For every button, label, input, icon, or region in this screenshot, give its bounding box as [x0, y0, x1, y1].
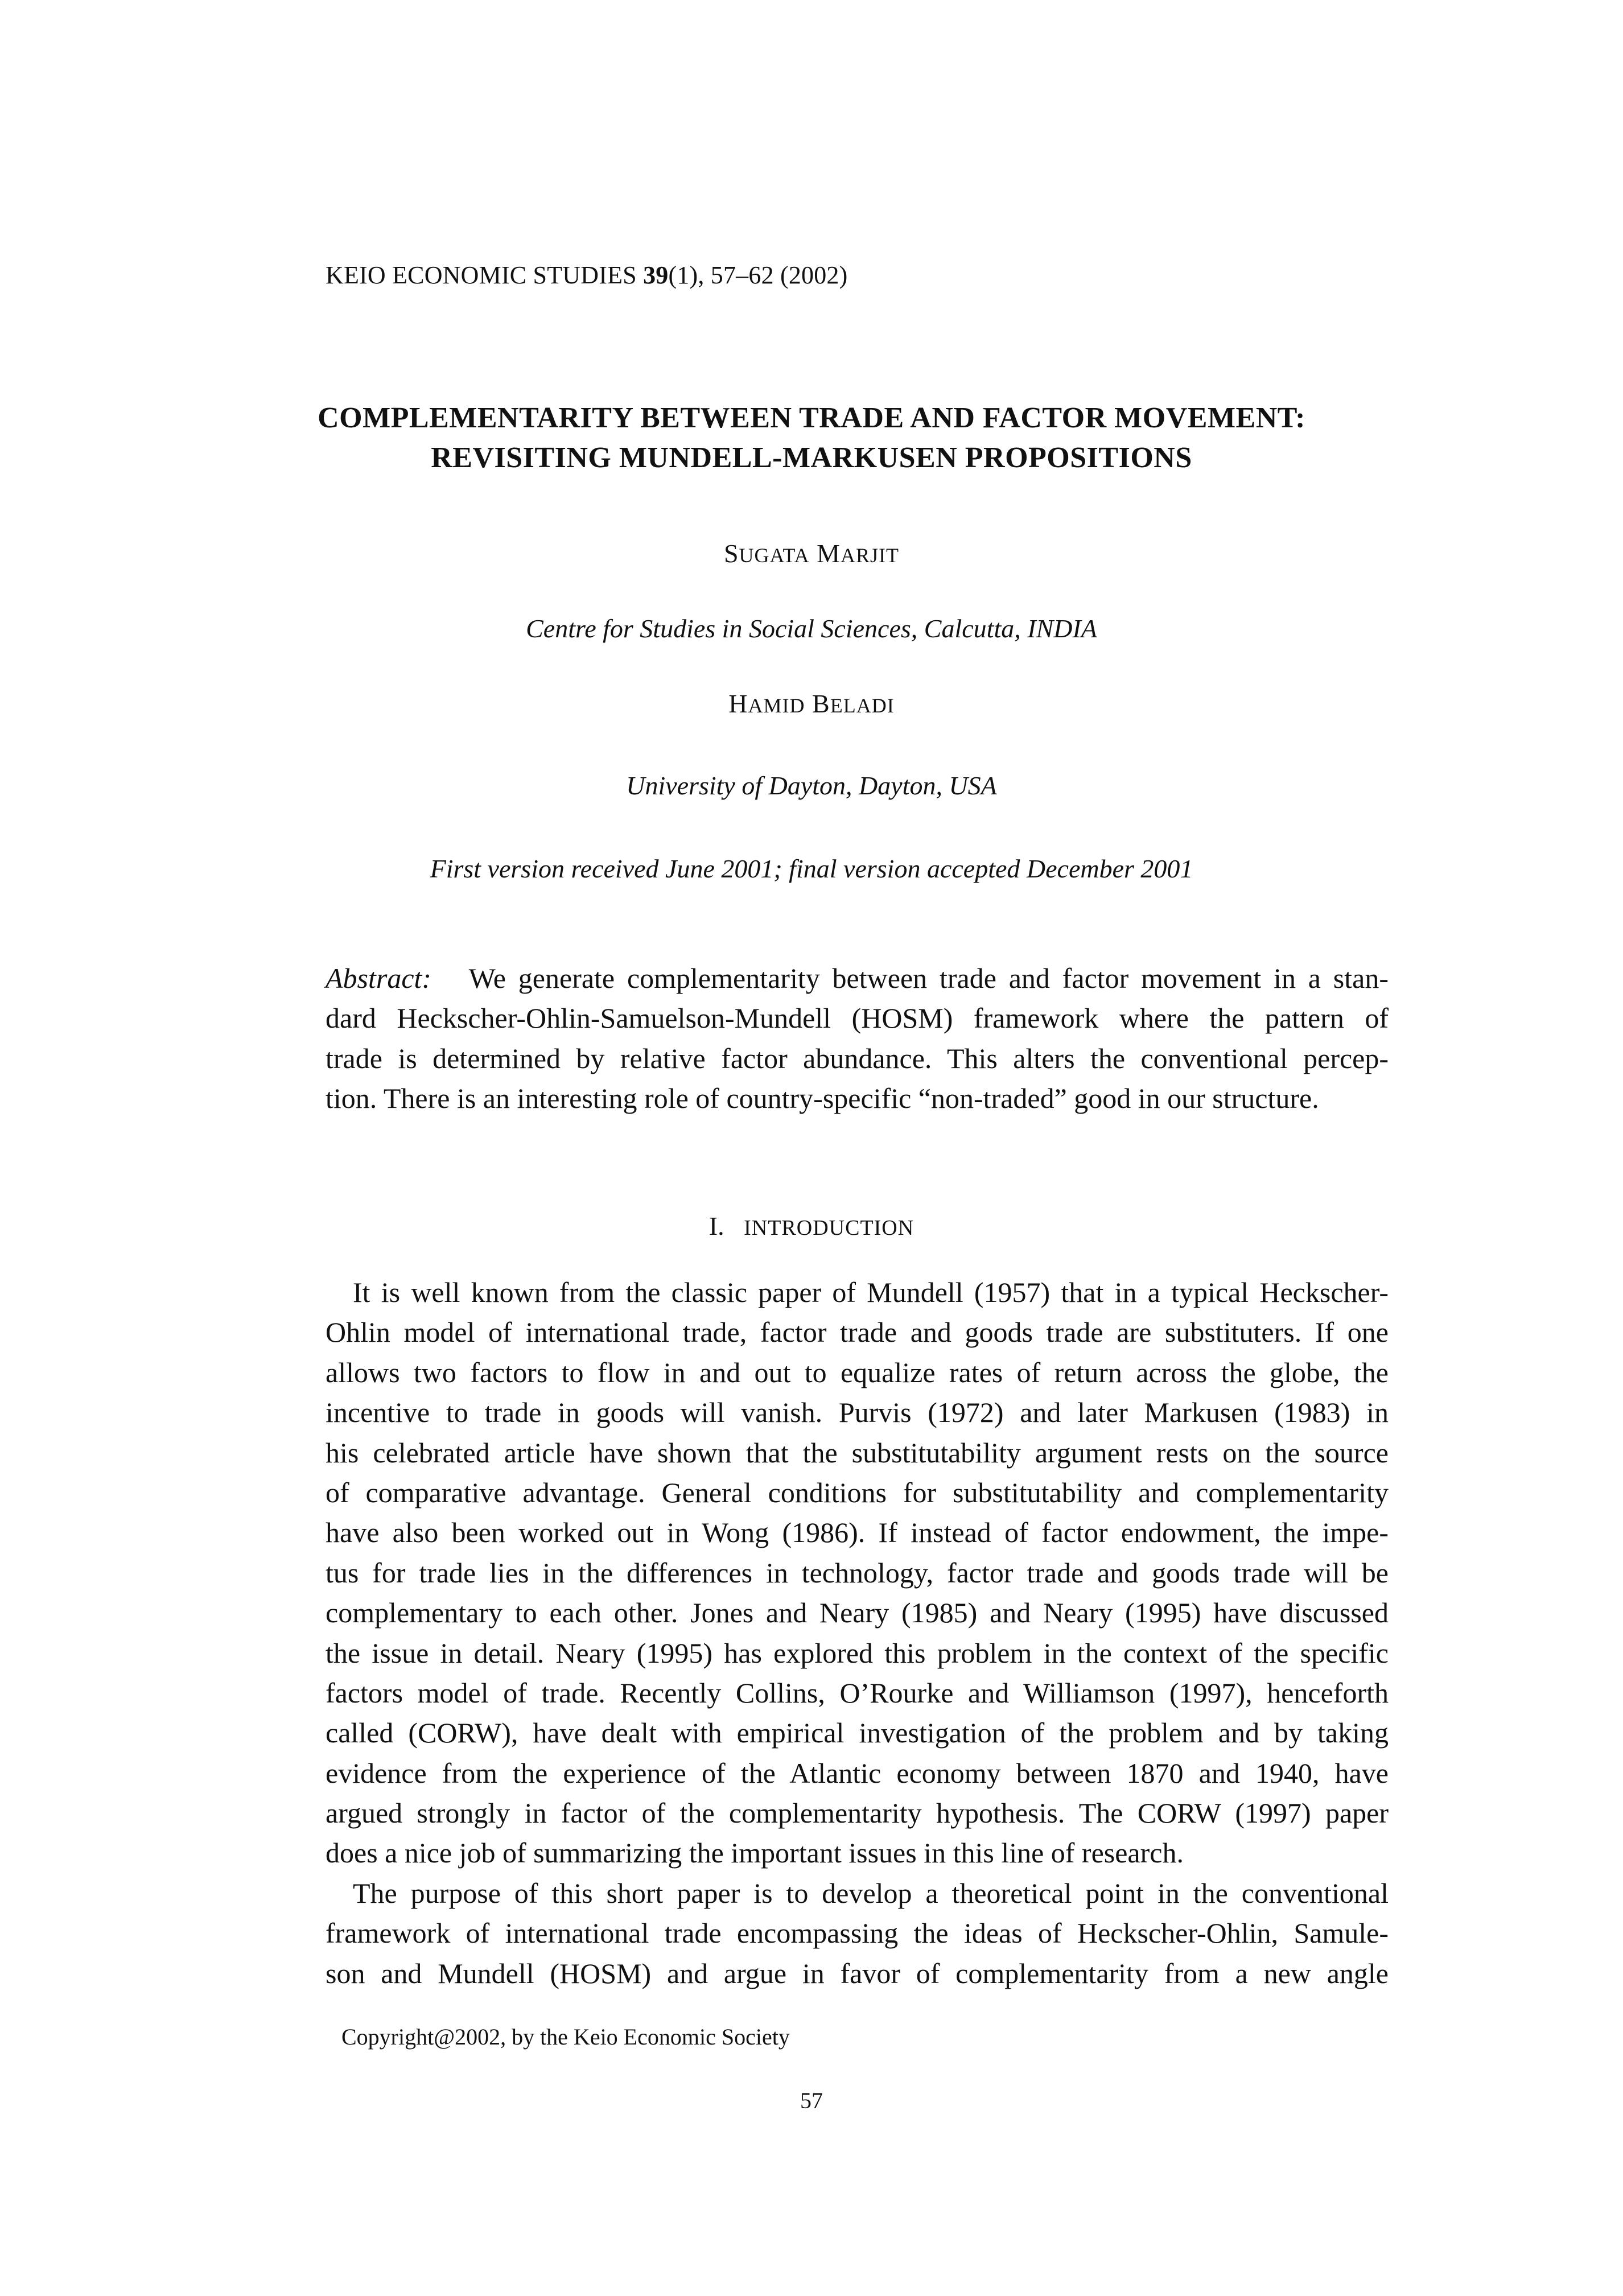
section-title: NTRODUCTION [751, 1216, 915, 1240]
paper-title-line-2: REVISITING MUNDELL-MARKUSEN PROPOSITIONS [431, 442, 1192, 474]
journal-name: KEIO ECONOMIC STUDIES [326, 261, 637, 289]
section-heading-introduction: I. INTRODUCTION [708, 1211, 915, 1240]
body-line: allows two factors to flow in and out to equalize rates of return across the globe, the [326, 1356, 1389, 1388]
author-2-name: HAMID BELADI [728, 689, 895, 718]
author-2-affiliation: University of Dayton, Dayton, USA [626, 771, 997, 800]
body-line: of comparative advantage. General conditions for substitutability and complementarity [326, 1476, 1389, 1508]
page-number: 57 [800, 2088, 823, 2113]
body-line: Ohlin model of international trade, factor trade and goods trade are substituters. If one [326, 1316, 1389, 1349]
author-1-name: SUGATA MARJIT [723, 539, 900, 568]
abstract-line-4: tion. There is an interesting role of country-specific “non-traded” good in our structure. [326, 1082, 1319, 1115]
body-line: incentive to trade in goods will vanish. Purvis (1972) and later Markusen (1983) in [326, 1396, 1389, 1429]
body-line: complementary to each other. Jones and Neary (1985) and Neary (1995) have discussed [326, 1597, 1389, 1629]
body-line: argued strongly in factor of the complementarity hypothesis. The CORW (1997) paper [326, 1797, 1389, 1829]
introduction-paragraph-1 [326, 1272, 1389, 1873]
body-line: framework of international trade encompassing the ideas of Heckscher-Ohlin, Samule- [326, 1917, 1389, 1949]
abstract-line-3: trade is determined by relative factor abundance. This alters the conventional percep- [326, 1042, 1389, 1074]
section-number: I. [708, 1211, 724, 1240]
abstract [326, 958, 1389, 1119]
body-line: tus for trade lies in the differences in technology, factor trade and goods trade will be [326, 1556, 1389, 1589]
body-line: son and Mundell (HOSM) and argue in favor of complementarity from a new angle [326, 1957, 1389, 1989]
body-line: called (CORW), have dealt with empirical investigation of the problem and by taking [326, 1717, 1389, 1749]
copyright-notice: Copyright@2002, by the Keio Economic Society [341, 2024, 790, 2050]
journal-issue-pages-year: (1), 57–62 (2002) [668, 261, 848, 289]
body-line: factors model of trade. Recently Collins, O’Rourke and Williamson (1997), henceforth [326, 1676, 1389, 1709]
paper-title-line-1: COMPLEMENTARITY BETWEEN TRADE AND FACTOR MOVEMENT: [318, 402, 1305, 434]
paper-title [0, 398, 1623, 478]
body-line: evidence from the experience of the Atlantic economy between 1870 and 1940, have [326, 1757, 1389, 1789]
body-line: does a nice job of summarizing the important issues in this line of research. [326, 1837, 1184, 1869]
introduction-paragraph-2 [326, 1873, 1389, 1993]
submission-history: First version received June 2001; final version accepted December 2001 [430, 854, 1193, 883]
abstract-label: Abstract: [326, 962, 432, 994]
body-line: It is well known from the classic paper of Mundell (1957) that in a typical Heckscher- [353, 1276, 1389, 1308]
journal-header [326, 261, 847, 290]
body-line: have also been worked out in Wong (1986). If instead of factor endowment, the impe- [326, 1516, 1389, 1549]
body-line: the issue in detail. Neary (1995) has explored this problem in the context of the specific [326, 1637, 1389, 1669]
abstract-line-1: Abstract: We generate complementarity between trade and factor movement in a stan- [326, 962, 1389, 994]
author-1-affiliation: Centre for Studies in Social Sciences, Calcutta, INDIA [526, 614, 1097, 643]
body-line: The purpose of this short paper is to develop a theoretical point in the conventional [353, 1877, 1389, 1909]
body-line: his celebrated article have shown that the substitutability argument rests on the source [326, 1436, 1389, 1469]
abstract-line-2: dard Heckscher-Ohlin-Samuelson-Mundell (HOSM) framework where the pattern of [326, 1002, 1389, 1034]
journal-volume: 39 [643, 261, 669, 289]
